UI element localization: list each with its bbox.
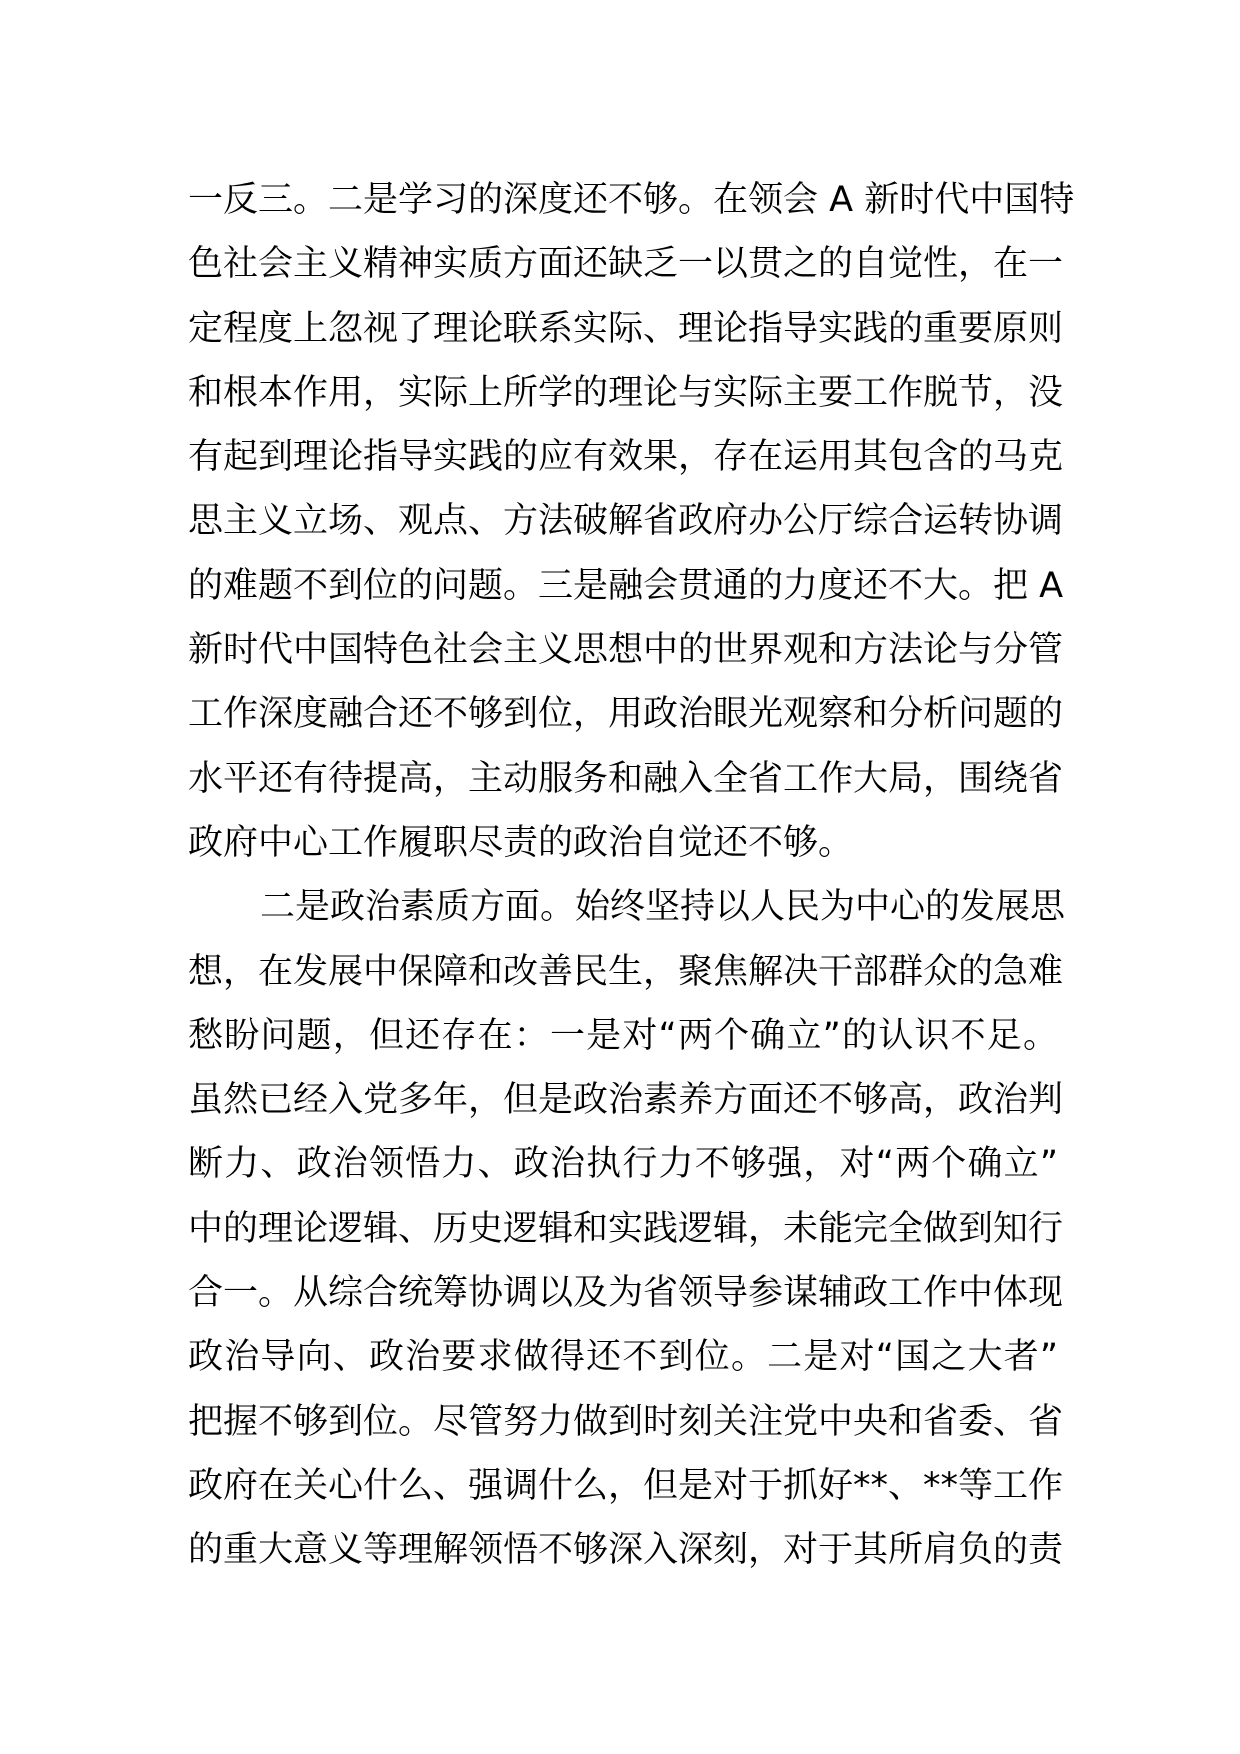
text-line: 政治导向、政治要求做得还不到位。二是对“国之大者” <box>188 1337 1058 1378</box>
body-text <box>188 168 1075 1583</box>
text-line: 愁盼问题，但还存在：一是对“两个确立”的认识不足。 <box>188 1015 1058 1056</box>
text-line: 把握不够到位。尽管努力做到时刻关注党中央和省委、省 <box>188 1401 1064 1442</box>
text-line: 虽然已经入党多年，但是政治素养方面还不够高，政治判 <box>188 1080 1064 1121</box>
text-line: 新时代中国特色社会主义思想中的世界观和方法论与分管 <box>188 630 1064 671</box>
text-line: 合一。从综合统筹协调以及为省领导参谋辅政工作中体现 <box>188 1273 1064 1314</box>
text-line: 色社会主义精神实质方面还缺乏一以贯之的自觉性，在一 <box>188 244 1064 285</box>
text-line: 和根本作用，实际上所学的理论与实际主要工作脱节，没 <box>188 372 1064 413</box>
text-line: 政府在关心什么、强调什么，但是对于抓好**、**等工作 <box>188 1465 1064 1506</box>
text-line: 定程度上忽视了理论联系实际、理论指导实践的重要原则 <box>188 308 1064 349</box>
text-line: 想，在发展中保障和改善民生，聚焦解决干部群众的急难 <box>188 951 1064 992</box>
text-line: 的重大意义等理解领悟不够深入深刻，对于其所肩负的责 <box>188 1530 1064 1571</box>
text-line: 有起到理论指导实践的应有效果，存在运用其包含的马克 <box>188 437 1064 478</box>
text-line: 思主义立场、观点、方法破解省政府办公厅综合运转协调 <box>188 501 1064 542</box>
text-line: 水平还有待提高，主动服务和融入全省工作大局，围绕省 <box>188 758 1064 799</box>
text-line: 断力、政治领悟力、政治执行力不够强，对“两个确立” <box>188 1144 1058 1185</box>
text-line: 中的理论逻辑、历史逻辑和实践逻辑，未能完全做到知行 <box>188 1208 1064 1249</box>
text-line: 一反三。二是学习的深度还不够。在领会 A 新时代中国特 <box>188 180 1075 220</box>
text-line: 工作深度融合还不够到位，用政治眼光观察和分析问题的 <box>188 694 1064 735</box>
text-line: 的难题不到位的问题。三是融会贯通的力度还不大。把 A <box>188 565 1064 606</box>
paragraph-end-line: 政府中心工作履职尽责的政治自觉还不够。 <box>188 822 854 863</box>
paragraph-start-line: 二是政治素质方面。始终坚持以人民为中心的发展思 <box>260 887 1066 928</box>
